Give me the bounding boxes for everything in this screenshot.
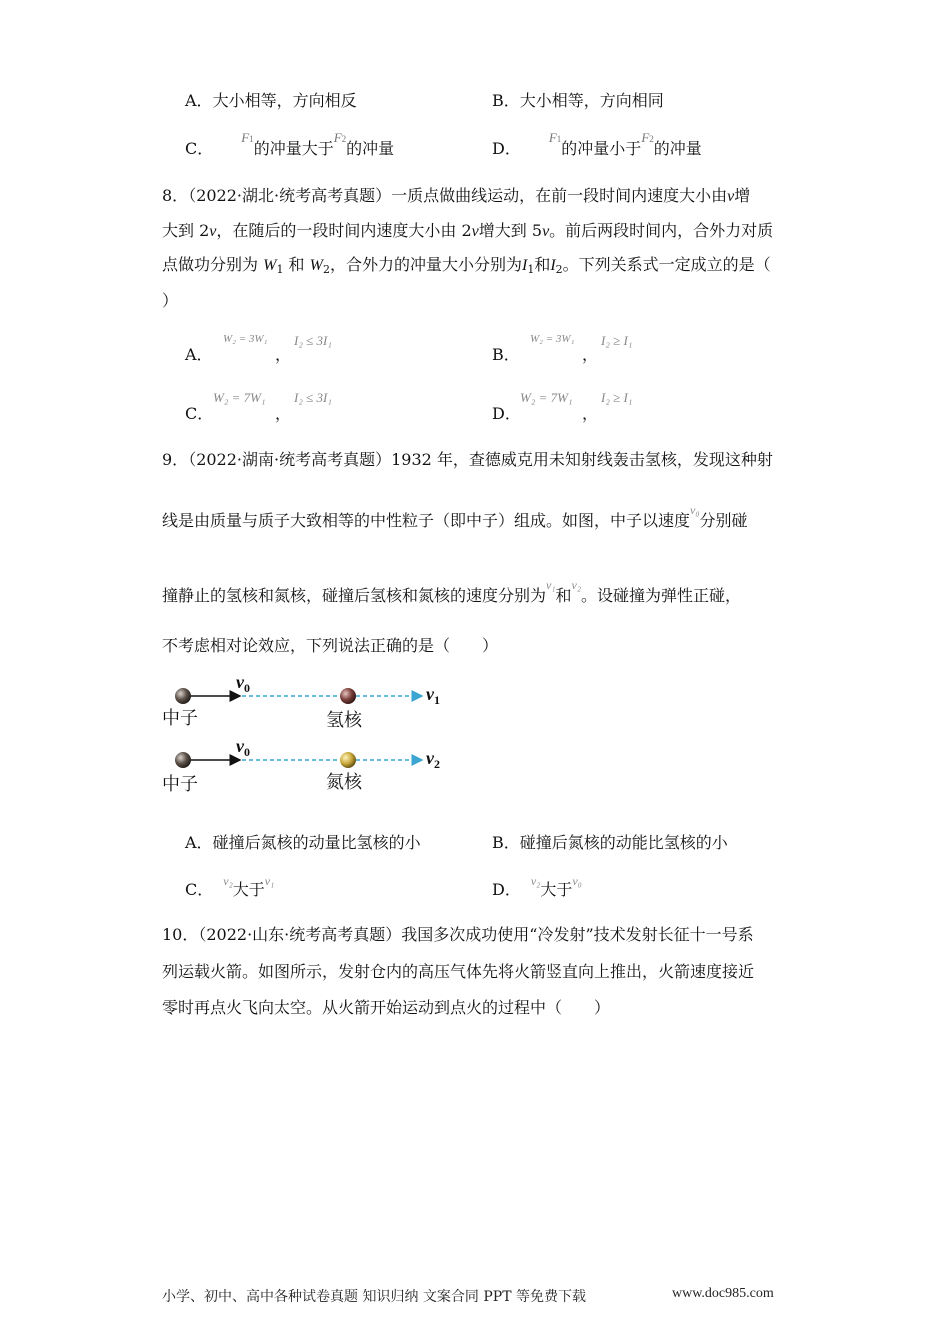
q8-line-2: 大到 2v，在随后的一段时间内速度大小由 2v增大到 5v。前后两段时间内，合外力对质 bbox=[162, 221, 774, 240]
q8-option-d-comma: ， bbox=[582, 404, 599, 423]
q9-line-1: 9．（2022·湖南·统考高考真题）1932 年，查德威克用未知射线轰击氢核，发现这种射 bbox=[162, 450, 773, 469]
q8-option-b[interactable]: B． bbox=[492, 345, 520, 364]
neutron-label: 中子 bbox=[162, 708, 198, 729]
q7-option-d[interactable]: D．$^{F1}$的冲量小于$^{F2}$的冲量 bbox=[492, 130, 702, 158]
q9-option-b[interactable]: B．碰撞后氮核的动能比氢核的小 bbox=[492, 833, 728, 852]
q9-option-c[interactable]: C． $^{v_2}$大于$^{v_1}$ bbox=[185, 874, 275, 899]
neutron-label: 中子 bbox=[162, 774, 198, 795]
q9-line-2: 线是由质量与质子大致相等的中性粒子（即中子）组成。如图，中子以速度$^{v_0}$分别碰 bbox=[162, 503, 748, 530]
v1-label: $v_1$ bbox=[426, 684, 440, 707]
nitrogen-label: 氮核 bbox=[326, 772, 362, 793]
q8-option-c[interactable]: C． bbox=[185, 404, 214, 423]
q7-option-a[interactable]: A．大小相等，方向相反 bbox=[185, 91, 357, 110]
q8-option-b-expr1: W₂ = 3W₁ bbox=[530, 333, 575, 345]
q8-option-b-comma: ， bbox=[582, 345, 599, 364]
v0-symbol: v₀ bbox=[690, 503, 700, 517]
q8-option-c-expr2: I₂ ≤ 3I₁ bbox=[294, 390, 332, 405]
hydrogen-nucleus-ball bbox=[340, 688, 356, 704]
hydrogen-label: 氢核 bbox=[326, 710, 362, 731]
nitrogen-nucleus-ball bbox=[340, 752, 356, 768]
q8-option-c-comma: ， bbox=[275, 404, 292, 423]
neutron-ball bbox=[175, 688, 191, 704]
q10-line-2: 列运载火箭。如图所示，发射仓内的高压气体先将火箭竖直向上推出，火箭速度接近 bbox=[162, 962, 755, 981]
f2-symbol: F2 bbox=[333, 130, 347, 145]
q9-line-4: 不考虑相对论效应，下列说法正确的是（ ） bbox=[162, 636, 499, 655]
v2-symbol: v₂ bbox=[571, 578, 582, 592]
q9-option-a[interactable]: A．碰撞后氮核的动量比氢核的小 bbox=[185, 833, 421, 852]
collision-diagram bbox=[150, 668, 470, 808]
q8-option-c-expr1: W₂ = 7W₁ bbox=[213, 390, 266, 405]
q8-option-a[interactable]: A． bbox=[185, 345, 213, 364]
q8-option-a-comma: ， bbox=[275, 345, 292, 364]
q9-option-d[interactable]: D． $^{v_2}$大于$^{v_0}$ bbox=[492, 874, 582, 899]
q10-line-1: 10．（2022·山东·统考高考真题）我国多次成功使用“冷发射”技术发射长征十一号系 bbox=[162, 925, 754, 944]
v0-label: $v_0$ bbox=[236, 672, 250, 695]
q8-option-a-expr1: W₂ = 3W₁ bbox=[223, 333, 268, 345]
q7-option-b[interactable]: B．大小相等，方向相同 bbox=[492, 91, 664, 110]
v0-label: $v_0$ bbox=[236, 736, 250, 759]
q8-option-d-expr1: W₂ = 7W₁ bbox=[520, 390, 573, 405]
q8-option-d[interactable]: D． bbox=[492, 404, 521, 423]
footer-text: 小学、初中、高中各种试卷真题 知识归纳 文案合同 PPT 等免费下载 bbox=[162, 1289, 586, 1305]
q8-option-a-expr2: I₂ ≤ 3I₁ bbox=[294, 333, 332, 348]
f1-symbol: F1 bbox=[548, 130, 562, 145]
f1-symbol: F1 bbox=[241, 130, 254, 145]
neutron-ball bbox=[175, 752, 191, 768]
q8-option-d-expr2: I₂ ≥ I₁ bbox=[601, 390, 633, 405]
v1-symbol: v₁ bbox=[546, 578, 556, 592]
f2-symbol: F2 bbox=[641, 130, 654, 145]
q8-line-1: 8．（2022·湖北·统考高考真题）一质点做曲线运动，在前一段时间内速度大小由v增 bbox=[162, 186, 751, 205]
q7-option-c[interactable]: C．$^{F1}$的冲量大于$^{F2}$的冲量 bbox=[185, 130, 395, 158]
v2-label: $v_2$ bbox=[426, 748, 440, 771]
q8-option-b-expr2: I₂ ≥ I₁ bbox=[601, 333, 633, 348]
q9-line-3: 撞静止的氢核和氮核，碰撞后氢核和氮核的速度分别为$^{v_1}$和$^{v_2}$。设碰撞为弹性正碰， bbox=[162, 578, 742, 605]
footer-url[interactable]: www.doc985.com bbox=[672, 1286, 774, 1301]
q10-line-3: 零时再点火飞向太空。从火箭开始运动到点火的过程中（ ） bbox=[162, 998, 611, 1017]
q8-line-4: ） bbox=[162, 291, 179, 310]
q8-line-3: 点做功分别为 W1 和 W2，合外力的冲量大小分别为I1和I2。下列关系式一定成立的是（ bbox=[162, 255, 771, 276]
